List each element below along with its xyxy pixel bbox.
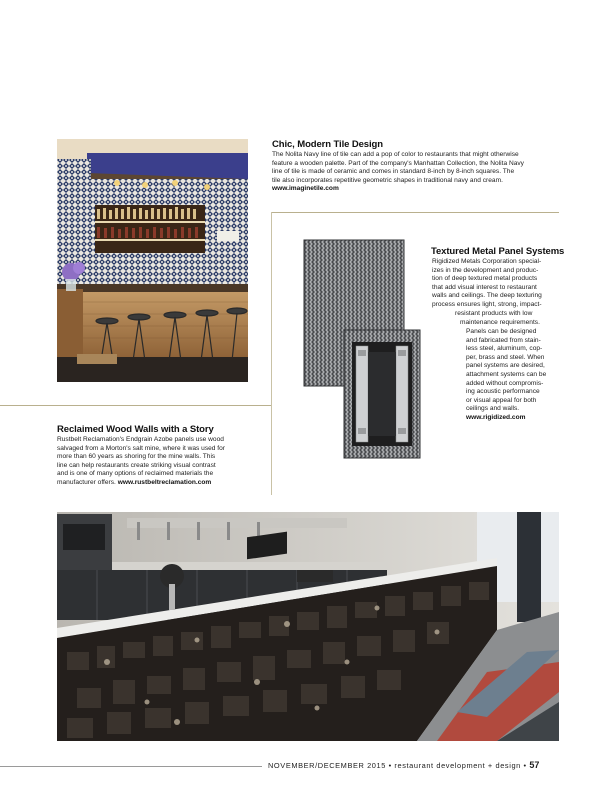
- metal-body-line: izes in the development and produc-: [432, 266, 539, 274]
- metal-body-line: per, brass and steel. When: [466, 353, 545, 361]
- wood-body-line-text: manufacturer offers.: [57, 478, 116, 486]
- metal-body-line: maintenance requirements.: [460, 319, 540, 326]
- wood-body-line: and is one of many options of reclaimed materials the: [57, 470, 214, 478]
- footer-rule: [0, 766, 262, 767]
- metal-body-line: attachment systems can be: [466, 370, 547, 378]
- metal-panels-photo: [300, 238, 422, 460]
- metal-body-line: resistant products with low: [455, 310, 533, 317]
- wood-body-line: salvaged from a Morton's salt mine, where it was used for: [57, 444, 226, 452]
- wood-body-line: Rustbelt Reclamation's Endgrain Azobe panels use wood: [57, 436, 224, 443]
- wood-body-line: line can help restaurants create striking visual contrast: [57, 461, 216, 469]
- metal-article-body-bottom: [466, 328, 562, 423]
- metal-article-body-mid: [455, 310, 565, 319]
- tile-article-body: [272, 151, 572, 194]
- tile-article-url[interactable]: www.imaginetile.com: [272, 185, 339, 193]
- bar-interior-illustration: [57, 139, 248, 382]
- metal-article-title: Textured Metal Panel Systems: [431, 246, 565, 257]
- section-divider: [0, 405, 271, 406]
- metal-body-line: Panels can be designed: [466, 328, 537, 335]
- metal-article-body-top: [432, 258, 564, 310]
- wood-body-line: [57, 479, 269, 488]
- metal-body-line: ing acoustic performance: [466, 388, 540, 396]
- metal-body-line: added without compromis-: [466, 379, 544, 387]
- metal-body-line: Rigidized Metals Corporation special-: [432, 258, 542, 265]
- wood-article-title: Reclaimed Wood Walls with a Story: [57, 424, 214, 435]
- tile-body-line: tile also incorporates repetitive geometric shapes in traditional navy and cream.: [272, 176, 503, 184]
- metal-body-line: and fabricated from stain-: [466, 336, 541, 344]
- metal-body-line: walls and ceilings. The deep texturing: [432, 292, 542, 300]
- tile-article-title: Chic, Modern Tile Design: [272, 139, 383, 150]
- section-divider: [272, 212, 559, 213]
- metal-body-line: tion of deep textured metal products: [432, 275, 538, 283]
- metal-body-line: process ensures light, strong, impact-: [432, 300, 542, 308]
- wood-counter-photo: [57, 512, 559, 741]
- column-divider: [271, 212, 272, 495]
- metal-article-url[interactable]: www.rigidized.com: [466, 413, 526, 421]
- metal-body-line: or visual appeal for both: [466, 396, 537, 404]
- tile-body-line: The Nolita Navy line of tile can add a pop of color to restaurants that might otherwise: [272, 151, 519, 158]
- tile-body-line: feature a wooden palette. Part of the company's Manhattan Collection, the Nolita Navy: [272, 159, 524, 167]
- tile-body-line: line of tile is made of ceramic and comes in standard 8-inch by 8-inch squares. The: [272, 168, 515, 176]
- metal-body-line: ceilings and walls.: [466, 405, 520, 413]
- metal-body-line: that add visual interest to restaurant: [432, 283, 537, 291]
- metal-article-body-mid2: [460, 319, 560, 328]
- page-footer: [268, 760, 539, 770]
- wood-counter-illustration: [57, 512, 559, 741]
- metal-body-line: panel systems are desired,: [466, 362, 545, 370]
- metal-body-line: less steel, aluminum, cop-: [466, 345, 543, 353]
- wood-article-url[interactable]: www.rustbeltreclamation.com: [117, 478, 212, 486]
- page-number: 57: [529, 760, 540, 770]
- footer-text: NOVEMBER/DECEMBER 2015 • restaurant development + design •: [268, 761, 527, 770]
- wood-article-body: [57, 436, 269, 488]
- bar-interior-photo: [57, 139, 248, 382]
- metal-panels-illustration: [300, 238, 422, 460]
- wood-body-line: more than 60 years as shoring for the mine walls. This: [57, 453, 216, 461]
